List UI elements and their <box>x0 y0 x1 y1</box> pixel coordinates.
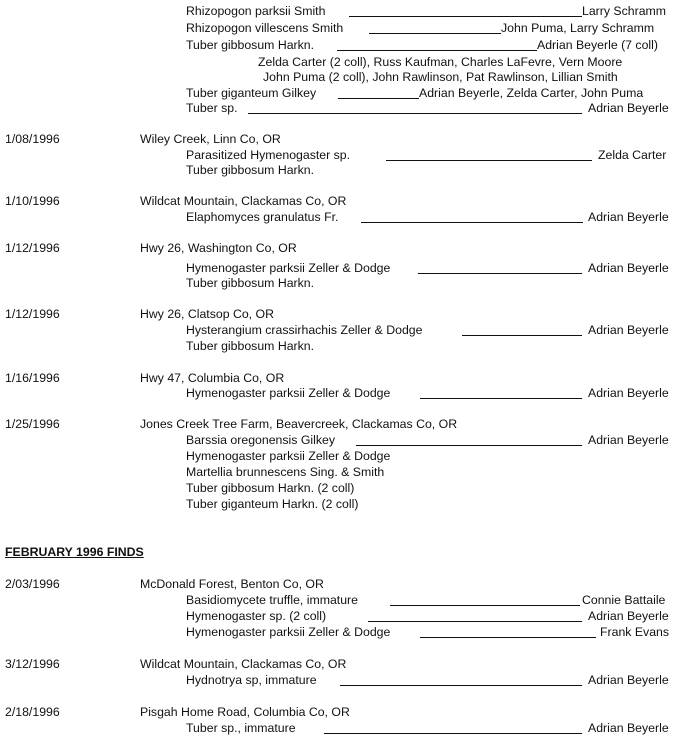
leader-line <box>420 637 596 638</box>
find-species: Hymenogaster parksii Zeller & Dodge <box>186 261 391 275</box>
find-species: Hydnotrya sp, immature <box>186 673 317 687</box>
leader-line <box>420 398 582 399</box>
entry-location: Wiley Creek, Linn Co, OR <box>140 132 281 146</box>
find-species: Tuber gibbosum Harkn. <box>186 339 315 353</box>
leader-line <box>337 50 537 51</box>
entry-location: Hwy 26, Washington Co, OR <box>140 241 297 255</box>
section-heading: FEBRUARY 1996 FINDS <box>5 545 144 559</box>
find-species: Tuber gibbosum Harkn. (2 coll) <box>186 481 355 495</box>
entry-date: 1/12/1996 <box>5 307 60 321</box>
entry-location: Hwy 47, Columbia Co, OR <box>140 371 285 385</box>
find-species: Tuber sp., immature <box>186 721 296 735</box>
find-species: Tuber gibbosum Harkn. <box>186 163 315 177</box>
leader-line <box>356 445 582 446</box>
finder-continuation: Zelda Carter (2 coll), Russ Kaufman, Charles LaFevre, Vern Moore <box>258 55 623 69</box>
find-finder: Adrian Beyerle <box>588 261 669 275</box>
find-species: Tuber sp. <box>186 101 238 115</box>
leader-line <box>340 685 582 686</box>
find-species: Hysterangium crassirhachis Zeller & Dodge <box>186 323 423 337</box>
leader-line <box>324 733 582 734</box>
find-finder: Adrian Beyerle <box>588 609 669 623</box>
find-finder: Adrian Beyerle (7 coll) <box>537 38 658 52</box>
find-finder: Adrian Beyerle <box>588 433 669 447</box>
find-finder: Zelda Carter <box>598 148 667 162</box>
entry-date: 1/16/1996 <box>5 371 60 385</box>
entry-location: Hwy 26, Clatsop Co, OR <box>140 307 274 321</box>
find-finder: Frank Evans <box>600 625 670 639</box>
find-finder: Adrian Beyerle <box>588 386 669 400</box>
find-finder: Adrian Beyerle <box>588 721 669 735</box>
find-species: Tuber gibbosum Harkn. <box>186 276 315 290</box>
find-finder: Connie Battaile <box>582 593 666 607</box>
find-finder: Adrian Beyerle, Zelda Carter, John Puma <box>419 86 644 100</box>
find-species: Basidiomycete truffle, immature <box>186 593 358 607</box>
leader-line <box>369 33 501 34</box>
find-finder: Adrian Beyerle <box>588 673 669 687</box>
finder-continuation: John Puma (2 coll), John Rawlinson, Pat Rawlinson, Lillian Smith <box>263 70 618 84</box>
entry-date: 1/25/1996 <box>5 417 60 431</box>
entry-date: 1/10/1996 <box>5 194 60 208</box>
entry-location: Wildcat Mountain, Clackamas Co, OR <box>140 194 347 208</box>
find-finder: Larry Schramm <box>582 4 667 18</box>
leader-line <box>361 222 583 223</box>
leader-line <box>248 113 582 114</box>
find-species: Tuber giganteum Gilkey <box>186 86 317 100</box>
find-finder: Adrian Beyerle <box>588 323 669 337</box>
entry-location: Wildcat Mountain, Clackamas Co, OR <box>140 657 347 671</box>
find-species: Elaphomyces granulatus Fr. <box>186 210 339 224</box>
leader-line <box>349 16 582 17</box>
find-finder: John Puma, Larry Schramm <box>501 21 655 35</box>
entry-location: Jones Creek Tree Farm, Beavercreek, Clackamas Co, OR <box>140 417 458 431</box>
find-species: Hymenogaster sp. (2 coll) <box>186 609 327 623</box>
find-finder: Adrian Beyerle <box>588 101 669 115</box>
entry-date: 3/12/1996 <box>5 657 60 671</box>
find-species: Tuber giganteum Harkn. (2 coll) <box>186 497 359 511</box>
find-species: Hymenogaster parksii Zeller & Dodge <box>186 625 391 639</box>
find-species: Rhizopogon parksii Smith <box>186 4 326 18</box>
entry-location: Pisgah Home Road, Columbia Co, OR <box>140 705 350 719</box>
entry-date: 1/12/1996 <box>5 241 60 255</box>
find-species: Barssia oregonensis Gilkey <box>186 433 335 447</box>
find-species: Tuber gibbosum Harkn. <box>186 38 315 52</box>
find-species: Hymenogaster parksii Zeller & Dodge <box>186 449 391 463</box>
entry-date: 1/08/1996 <box>5 132 60 146</box>
entry-date: 2/03/1996 <box>5 577 60 591</box>
entry-location: McDonald Forest, Benton Co, OR <box>140 577 324 591</box>
entry-date: 2/18/1996 <box>5 705 60 719</box>
find-species: Rhizopogon villescens Smith <box>186 21 344 35</box>
leader-line <box>462 335 582 336</box>
find-finder: Adrian Beyerle <box>588 210 669 224</box>
find-species: Parasitized Hymenogaster sp. <box>186 148 351 162</box>
leader-line <box>390 605 580 606</box>
leader-line <box>338 98 419 99</box>
leader-line <box>418 273 582 274</box>
leader-line <box>386 160 592 161</box>
leader-line <box>368 621 582 622</box>
find-species: Martellia brunnescens Sing. & Smith <box>186 465 385 479</box>
find-species: Hymenogaster parksii Zeller & Dodge <box>186 386 391 400</box>
